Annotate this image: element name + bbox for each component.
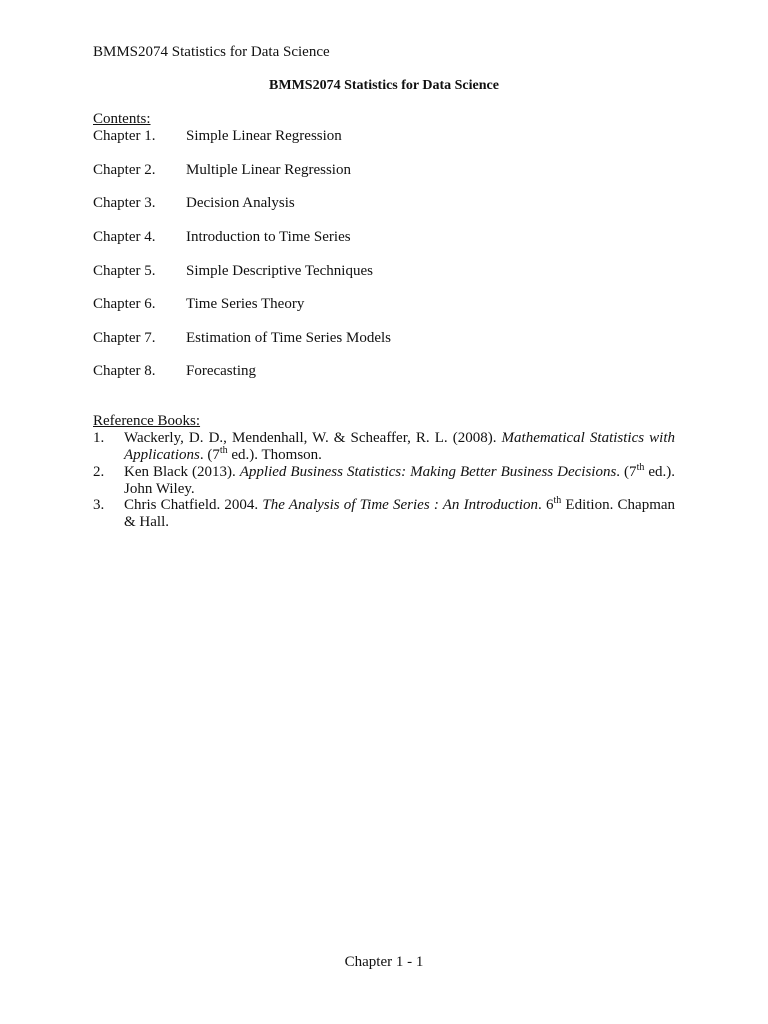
document-title: BMMS2074 Statistics for Data Science xyxy=(269,78,499,93)
reference-book-title: The Analysis of Time Series : An Introduction xyxy=(262,497,539,513)
chapter-title: Simple Linear Regression xyxy=(186,128,342,144)
chapter-number: Chapter 7. xyxy=(93,330,156,346)
chapter-number: Chapter 2. xyxy=(93,162,156,178)
reference-text xyxy=(124,430,675,464)
chapter-title: Multiple Linear Regression xyxy=(186,162,351,178)
reference-authors: Wackerly, D. D., Mendenhall, W. & Scheaffer, R. L. (2008). xyxy=(124,430,502,446)
reference-edition: . (7 xyxy=(199,447,220,463)
reference-edition-suffix: th xyxy=(219,445,228,456)
reference-authors: Chris Chatfield. 2004. xyxy=(124,497,263,513)
chapter-title: Estimation of Time Series Models xyxy=(186,330,392,346)
reference-publisher: ed.). Thomson. xyxy=(227,447,322,463)
reference-authors: Ken Black (2013). xyxy=(124,464,240,480)
reference-number: 3. xyxy=(93,497,105,513)
reference-book-title: Mathematical Statistics with Applications xyxy=(124,430,675,463)
references-label: Reference Books: xyxy=(93,413,201,429)
reference-item xyxy=(93,464,675,498)
reference-edition-suffix: th xyxy=(553,495,562,506)
page-footer: Chapter 1 - 1 xyxy=(344,954,424,970)
chapter-number: Chapter 1. xyxy=(93,128,156,144)
reference-edition-suffix: th xyxy=(636,462,645,473)
chapter-number: Chapter 4. xyxy=(93,229,156,245)
chapter-title: Simple Descriptive Techniques xyxy=(186,263,373,279)
chapter-title: Time Series Theory xyxy=(186,296,305,312)
reference-text xyxy=(124,464,675,498)
chapter-title: Forecasting xyxy=(186,363,256,379)
reference-publisher: Edition. Chapman & Hall. xyxy=(124,497,676,530)
reference-edition: . (7 xyxy=(616,464,637,480)
chapter-number: Chapter 8. xyxy=(93,363,156,379)
chapter-title: Decision Analysis xyxy=(186,195,295,211)
reference-text xyxy=(124,497,675,531)
reference-number: 2. xyxy=(93,464,105,480)
contents-label: Contents: xyxy=(93,111,151,127)
reference-item xyxy=(93,497,675,531)
reference-book-title: Applied Business Statistics: Making Better Business Decisions xyxy=(239,464,617,480)
reference-edition: . 6 xyxy=(538,497,554,513)
chapter-number: Chapter 3. xyxy=(93,195,156,211)
reference-publisher: ed.). John Wiley. xyxy=(124,464,676,497)
chapter-number: Chapter 5. xyxy=(93,263,156,279)
reference-number: 1. xyxy=(93,430,105,446)
chapter-number: Chapter 6. xyxy=(93,296,156,312)
reference-item xyxy=(93,430,675,464)
chapter-title: Introduction to Time Series xyxy=(186,229,351,245)
running-header: BMMS2074 Statistics for Data Science xyxy=(93,44,330,60)
